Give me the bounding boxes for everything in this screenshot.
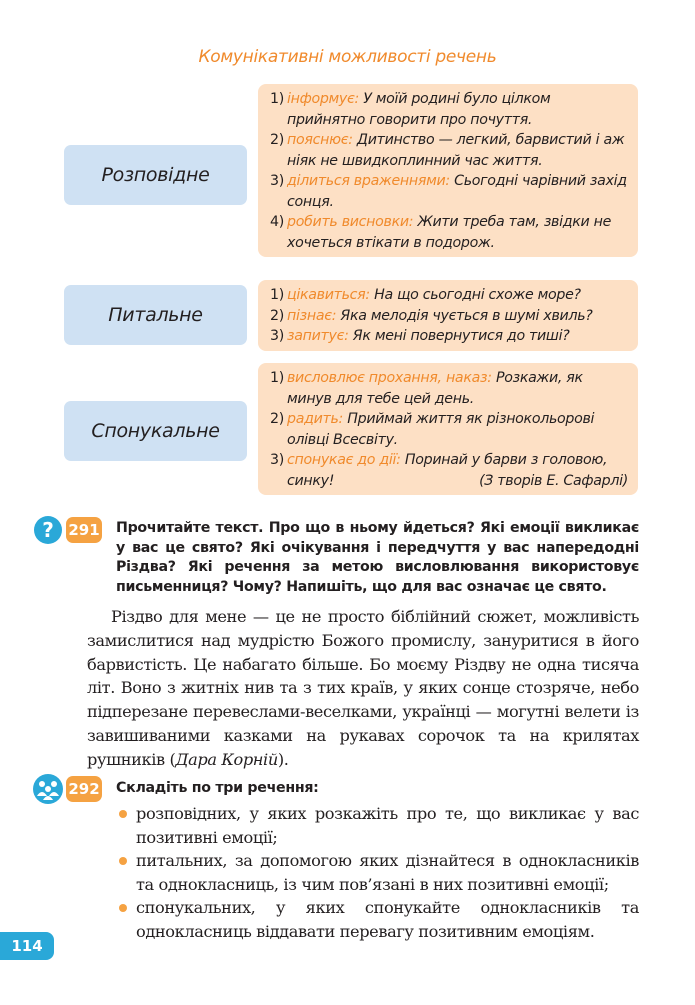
group-work-icon — [33, 774, 63, 804]
page-number: 114 — [0, 932, 54, 960]
source-citation: (З творів Е. Сафарлі) — [479, 472, 628, 489]
question-icon: ? — [34, 516, 62, 544]
list-item-text: питальних, за допомогою яких дізнайтеся в однокласників та однокласниць, із чим пов’язані в них позитивні емоції; — [136, 851, 639, 894]
task-number-badge: 291 — [66, 517, 102, 543]
example-text: Дитинство — легкий, барвистий і аж ніяк не швидкоплинний час життя. — [287, 132, 625, 169]
example-text: Сьогодні чарівний захід сонця. — [287, 173, 627, 210]
example-text: У моїй родині було цілком прийнятно говорити про почуття. — [287, 91, 551, 128]
examples-imperative — [258, 363, 638, 495]
example-keyword: пізнає: — [287, 307, 337, 324]
example-number: 2) — [270, 307, 284, 324]
examples-declarative — [258, 84, 638, 257]
task-instruction: Прочитайте текст. Про що в ньому йдеться? Які емоції викликає у вас це свято? Які очікування і передчуття у вас напередодні Різдва? Які речення за метою висловлювання використовує письменниця? Чому? Напишіть, що для вас означає це свято. — [116, 520, 639, 595]
example-item — [270, 212, 628, 253]
reading-body: Різдво для мене — це не просто біблійний сюжет, можливість замислитися над мудрістю Божого промислу, зануритися в його барвистість. Це набагато більше. Бо моєму Різдву не одна тисяча літ. Воно з житніх нив та з тих країв, у яких сонце стозряче, небо підперезане перевеслами-веселками, українці — могутні велети із завишиваними казками на рукавах сорочок та на крилятах рушників ( — [87, 607, 639, 769]
example-keyword: радить: — [287, 411, 344, 427]
label-declarative: Розповідне — [64, 145, 247, 205]
example-item — [270, 409, 628, 450]
example-number: 3) — [270, 328, 284, 344]
bullet-icon — [119, 810, 127, 818]
example-item — [270, 306, 628, 327]
list-item — [116, 802, 639, 849]
example-item — [270, 450, 628, 491]
task-number-badge: 292 — [66, 776, 102, 802]
list-item-text: спонукальних, у яких спонукайте однокласників та однокласниць віддавати перевагу позитивним емоціям. — [136, 898, 639, 941]
task-heading: Складіть по три речення: — [116, 780, 319, 796]
list-item-text: розповідних, у яких розкажіть про те, що викликає у вас позитивні емоції; — [136, 804, 639, 847]
example-number: 2) — [270, 411, 284, 427]
label-imperative: Спонукальне — [64, 401, 247, 461]
page-title: Комунікативні можливості речень — [198, 47, 497, 67]
example-text: Яка мелодія чується в шумі хвиль? — [340, 307, 593, 324]
label-interrogative: Питальне — [64, 285, 247, 345]
example-item — [270, 326, 628, 347]
example-keyword: запитує: — [287, 328, 349, 344]
example-text: Жити треба там, звідки не хочеться втікати в подорож. — [287, 214, 612, 251]
example-item — [270, 130, 628, 171]
list-item — [116, 896, 639, 943]
example-keyword: робить висновки: — [287, 214, 414, 230]
example-number: 4) — [270, 214, 284, 230]
bullet-icon — [119, 857, 127, 865]
examples-interrogative — [258, 280, 638, 351]
example-keyword: спонукає до дії: — [287, 452, 401, 468]
example-keyword: пояснює: — [287, 132, 353, 148]
example-number: 3) — [270, 452, 284, 468]
reading-closing: ). — [277, 749, 289, 769]
example-number: 1) — [270, 91, 284, 107]
example-number: 2) — [270, 132, 284, 148]
reading-text — [87, 605, 639, 772]
example-item — [270, 89, 628, 130]
task-list — [116, 802, 639, 944]
example-keyword: висловлює прохання, наказ: — [287, 370, 492, 386]
example-text: На що сьогодні схоже море? — [374, 287, 581, 303]
example-text: Поринай у барви з головою, синку! — [287, 452, 608, 489]
example-keyword: інформує: — [287, 91, 359, 107]
example-text: Розкажи, як минув для тебе цей день. — [287, 370, 583, 407]
example-text: Приймай життя як різнокольорові олівці Всесвіту. — [287, 411, 595, 448]
example-item — [270, 171, 628, 212]
example-keyword: цікавиться: — [287, 287, 370, 303]
example-number: 1) — [270, 287, 284, 303]
example-item — [270, 285, 628, 306]
example-number: 3) — [270, 173, 284, 189]
example-item — [270, 368, 628, 409]
bullet-icon — [119, 904, 127, 912]
example-text: Як мені повернутися до тиші? — [352, 328, 570, 344]
example-keyword: ділиться враженнями: — [287, 173, 450, 189]
list-item — [116, 849, 639, 896]
reading-author: Дара Корній — [175, 749, 278, 769]
example-number: 1) — [270, 370, 284, 386]
